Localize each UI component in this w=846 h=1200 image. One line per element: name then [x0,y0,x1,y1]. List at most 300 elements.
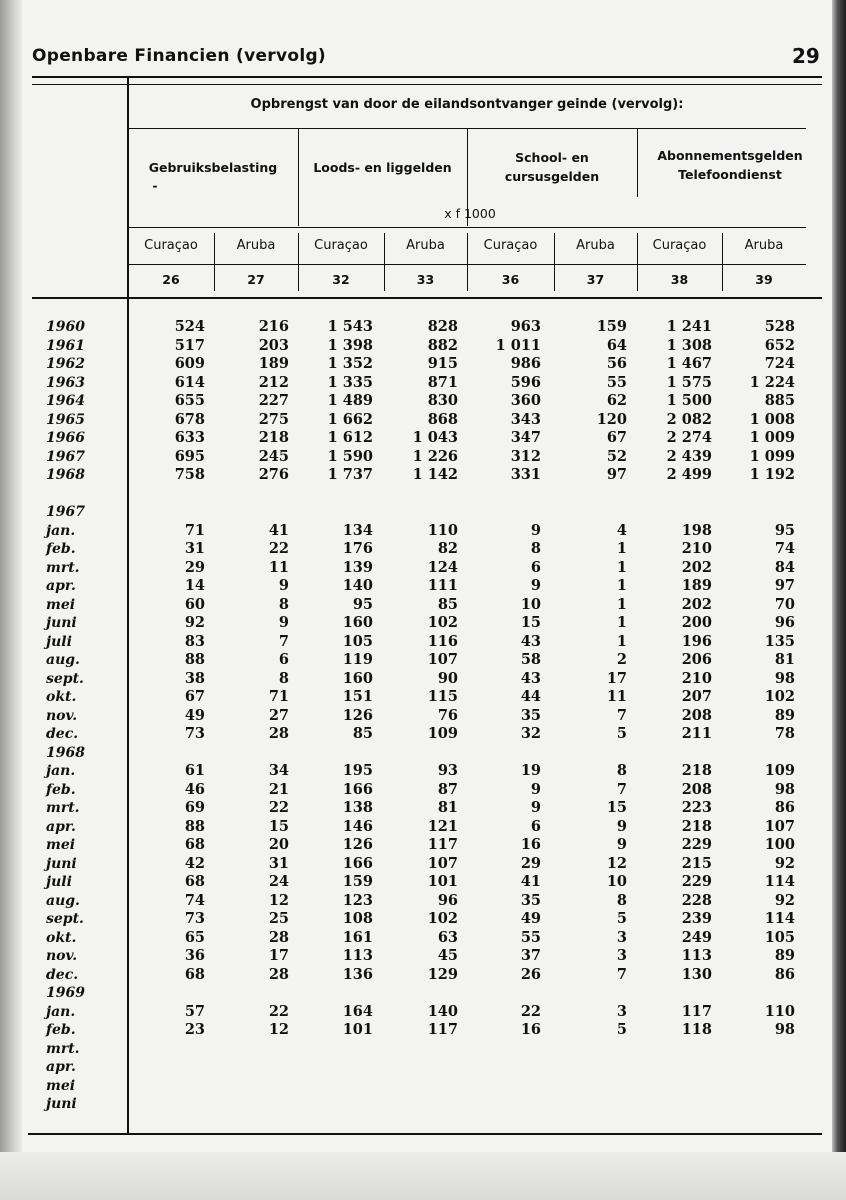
table-cell: 108 [342,910,373,927]
table-cell: 176 [342,540,373,557]
table-cell: 4 [616,522,627,539]
table-cell: 76 [437,707,458,724]
table-cell: 758 [174,466,205,483]
table-cell: 10 [520,596,541,613]
table-cell [471,1040,541,1058]
table-cell [388,1095,458,1113]
island-header: Aruba [576,238,615,253]
table-cell: 31 [184,540,205,557]
table-cell: 882 [427,337,458,354]
row-label: mei [46,837,76,853]
table-cell: 3 [616,1003,627,1020]
table-cell: 1 352 [327,355,373,372]
table-cell [557,744,627,762]
row-label: 1967 [46,449,85,465]
island-header: Aruba [406,238,445,253]
table-cell [471,503,541,521]
stub-divider [127,78,129,1134]
table-cell [725,503,795,521]
row-label: 1962 [46,356,85,372]
table-cell: 110 [427,522,458,539]
row-label: apr. [46,819,76,835]
row-label: sept. [46,671,84,687]
table-cell: 85 [437,596,458,613]
table-cell: 116 [427,633,458,650]
table-cell: 227 [258,392,289,409]
row-label: 1961 [46,338,85,354]
island-rule [128,227,806,228]
table-cell: 43 [520,633,541,650]
table-cell: 218 [258,429,289,446]
column-number: 32 [332,272,350,287]
table-cell: 15 [520,614,541,631]
table-cell: 2 439 [666,448,712,465]
table-cell: 228 [681,892,712,909]
table-cell: 89 [774,947,795,964]
table-cell: 161 [342,929,373,946]
table-cell: 1 467 [666,355,712,372]
table-cell: 70 [774,596,795,613]
table-cell [725,1040,795,1058]
table-cell [219,503,289,521]
table-cell [388,503,458,521]
table-cell: 107 [764,818,795,835]
row-label [46,485,126,503]
table-cell: 84 [774,559,795,576]
row-label: mrt. [46,1041,80,1057]
table-cell: 223 [681,799,712,816]
table-cell: 117 [681,1003,712,1020]
table-cell: 62 [606,392,627,409]
table-cell: 109 [427,725,458,742]
row-label: aug. [46,652,80,668]
table-cell: 97 [606,466,627,483]
table-cell: 609 [174,355,205,372]
table-cell [303,1058,373,1076]
row-label: okt. [46,689,77,705]
table-cell: 92 [774,892,795,909]
row-label: nov. [46,948,78,964]
group-divider-1 [298,129,299,226]
table-cell: 74 [774,540,795,557]
table-cell: 3 [616,929,627,946]
table-cell [135,744,205,762]
table-cell: 245 [258,448,289,465]
table-cell [557,1077,627,1095]
table-cell: 211 [681,725,712,742]
table-cell: 60 [184,596,205,613]
table-cell: 1 612 [327,429,373,446]
table-cell: 67 [184,688,205,705]
table-cell: 21 [268,781,289,798]
table-cell [303,503,373,521]
table-cell: 93 [437,762,458,779]
table-cell: 115 [427,688,458,705]
table-cell: 19 [520,762,541,779]
row-label: 1969 [46,985,85,1001]
unit-label: x f 1000 [444,206,496,221]
table-cell: 28 [268,725,289,742]
table-cell [725,485,795,503]
table-cell [642,1077,712,1095]
table-cell: 7 [616,707,627,724]
header-rule-thin [32,84,822,85]
table-cell: 71 [184,522,205,539]
table-cell: 119 [342,651,373,668]
column-number: 39 [755,272,773,287]
table-cell: 57 [184,1003,205,1020]
table-cell: 102 [764,688,795,705]
table-cell: 88 [184,651,205,668]
table-cell: 113 [342,947,373,964]
table-cell: 12 [606,855,627,872]
table-cell [725,984,795,1002]
table-cell: 35 [520,707,541,724]
row-label: juni [46,1096,77,1112]
table-cell: 41 [268,522,289,539]
table-cell: 111 [427,577,458,594]
table-cell: 56 [606,355,627,372]
table-cell: 1 043 [412,429,458,446]
table-cell: 1 489 [327,392,373,409]
row-label: jan. [46,1004,76,1020]
table-cell: 1 575 [666,374,712,391]
table-cell: 102 [427,910,458,927]
table-cell: 130 [681,966,712,983]
table-cell: 212 [258,374,289,391]
table-cell: 1 099 [749,448,795,465]
table-cell [725,1095,795,1113]
table-cell: 146 [342,818,373,835]
row-label: dec. [46,967,79,983]
table-cell: 17 [606,670,627,687]
section-title: Openbare Financien (vervolg) [32,46,326,66]
page-bottom-margin [0,1152,846,1200]
table-cell: 164 [342,1003,373,1020]
table-cell [135,1040,205,1058]
table-cell: 46 [184,781,205,798]
table-cell: 249 [681,929,712,946]
table-cell: 38 [184,670,205,687]
table-cell: 1 [616,596,627,613]
row-label: juli [46,874,72,890]
table-cell: 215 [681,855,712,872]
column-number: 37 [586,272,605,287]
table-cell: 135 [764,633,795,650]
island-header: Aruba [236,238,276,253]
table-cell: 31 [268,855,289,872]
table-cell: 101 [427,873,458,890]
table-cell [725,1058,795,1076]
table-cell [471,1095,541,1113]
table-cell: 98 [774,781,795,798]
table-cell: 517 [174,337,205,354]
table-cell: 52 [606,448,627,465]
table-cell: 9 [530,577,541,594]
table-cell [135,984,205,1002]
table-cell: 828 [427,318,458,335]
table-cell [219,984,289,1002]
table-cell: 65 [184,929,205,946]
table-cell [303,1040,373,1058]
table-cell: 6 [278,651,289,668]
table-cell: 9 [278,614,289,631]
table-cell [725,744,795,762]
table-cell: 8 [278,596,289,613]
table-cell [303,744,373,762]
page-number: 29 [792,44,820,68]
table-cell: 105 [342,633,373,650]
table-cell: 652 [764,337,795,354]
table-cell [219,1077,289,1095]
table-rule-bottom [28,1133,822,1135]
row-label: nov. [46,708,78,724]
row-label: okt. [46,930,77,946]
table-cell: 14 [184,577,205,594]
table-cell: 1 308 [666,337,712,354]
row-label: feb. [46,782,76,798]
table-cell: 117 [427,1021,458,1038]
table-cell: 312 [510,448,541,465]
header-rule-bottom [32,297,822,299]
table-cell [219,1040,289,1058]
table-cell: 45 [437,947,458,964]
table-cell: 22 [268,1003,289,1020]
table-cell [135,1058,205,1076]
table-cell: 43 [520,670,541,687]
table-cell: 15 [268,818,289,835]
table-cell: 138 [342,799,373,816]
table-cell: 1 [616,540,627,557]
table-cell: 218 [681,818,712,835]
group-loods: Loods- en liggelden [313,160,452,175]
table-cell: 3 [616,947,627,964]
table-cell: 1 590 [327,448,373,465]
table-cell: 9 [278,577,289,594]
table-cell [388,485,458,503]
table-cell [388,744,458,762]
table-cell: 86 [774,966,795,983]
table-cell: 25 [268,910,289,927]
table-cell [642,984,712,1002]
row-label: mei [46,597,76,613]
table-cell: 166 [342,781,373,798]
table-cell: 86 [774,799,795,816]
table-cell: 96 [774,614,795,631]
table-cell: 159 [596,318,627,335]
table-cell [557,503,627,521]
table-cell: 2 082 [666,411,712,428]
column-number: 27 [247,272,265,287]
table-cell: 2 274 [666,429,712,446]
row-label: 1965 [46,412,85,428]
table-cell [557,485,627,503]
table-cell [471,1058,541,1076]
table-cell [557,1095,627,1113]
table-cell: 275 [258,411,289,428]
table-cell: 276 [258,466,289,483]
table-cell [303,1077,373,1095]
table-cell: 189 [681,577,712,594]
table-cell: 596 [510,374,541,391]
table-cell: 90 [437,670,458,687]
table-caption: Opbrengst van door de eilandsontvanger geinde (vervolg): [250,97,684,112]
row-label: feb. [46,1022,76,1038]
table-cell: 92 [774,855,795,872]
table-cell: 1 [616,614,627,631]
table-cell: 216 [258,318,289,335]
table-cell: 159 [342,873,373,890]
table-cell: 1 [616,559,627,576]
table-cell: 95 [352,596,373,613]
table-cell: 331 [510,466,541,483]
table-cell: 121 [427,818,458,835]
table-cell: 136 [342,966,373,983]
table-cell: 11 [268,559,289,576]
island-header: Curaçao [652,238,707,253]
table-cell: 229 [681,836,712,853]
island-header: Curaçao [483,238,538,253]
table-cell: 1 192 [749,466,795,483]
table-cell: 151 [342,688,373,705]
table-cell: 22 [268,540,289,557]
table-cell: 12 [268,892,289,909]
table-cell: 1 398 [327,337,373,354]
row-label: apr. [46,1059,76,1075]
row-label: 1963 [46,375,85,391]
table-cell: 140 [427,1003,458,1020]
group-gebruiksbelasting: Gebruiksbelasting [148,160,278,175]
table-cell: 61 [184,762,205,779]
table-cell [303,984,373,1002]
table-cell: 9 [530,781,541,798]
table-cell: 614 [174,374,205,391]
table-cell: 126 [342,707,373,724]
table-cell [471,984,541,1002]
table-cell: 34 [268,762,289,779]
table-cell: 7 [616,966,627,983]
table-cell [557,1040,627,1058]
table-cell: 16 [520,1021,541,1038]
table-cell [642,1040,712,1058]
table-cell: 63 [437,929,458,946]
row-label: 1964 [46,393,85,409]
row-label: 1966 [46,430,85,446]
table-cell: 724 [764,355,795,372]
table-cell: 29 [520,855,541,872]
table-cell: 134 [342,522,373,539]
table-cell: 37 [520,947,541,964]
table-cell: 114 [764,873,795,890]
table-cell: 524 [174,318,205,335]
table-cell: 1 [616,633,627,650]
table-cell: 100 [764,836,795,853]
table-cell: 69 [184,799,205,816]
table-cell: 78 [774,725,795,742]
row-label: 1960 [46,319,85,335]
table-cell [135,1095,205,1113]
table-cell: 8 [616,762,627,779]
table-cell: 22 [520,1003,541,1020]
table-cell: 633 [174,429,205,446]
row-label: jan. [46,763,76,779]
row-label: jan. [46,523,76,539]
row-label: sept. [46,911,84,927]
table-cell: 24 [268,873,289,890]
table-cell [303,1095,373,1113]
table-cell: 81 [437,799,458,816]
table-cell: 55 [606,374,627,391]
table-cell [135,485,205,503]
table-cell: 1 543 [327,318,373,335]
table-cell: 198 [681,522,712,539]
row-label: dec. [46,726,79,742]
table-cell: 44 [520,688,541,705]
table-cell: 695 [174,448,205,465]
table-cell: 200 [681,614,712,631]
table-cell: 1 011 [495,337,541,354]
table-cell: 986 [510,355,541,372]
table-cell: 11 [606,688,627,705]
table-cell: 12 [268,1021,289,1038]
table-cell: 1 500 [666,392,712,409]
table-cell: 87 [437,781,458,798]
table-cell: 528 [764,318,795,335]
island-header: Aruba [744,238,784,253]
table-cell: 1 142 [412,466,458,483]
table-cell: 49 [520,910,541,927]
table-cell: 68 [184,836,205,853]
table-cell: 2 [616,651,627,668]
table-cell [135,503,205,521]
table-cell: 20 [268,836,289,853]
table-cell [388,1058,458,1076]
table-cell: 9 [530,522,541,539]
table-cell: 95 [774,522,795,539]
table-cell: 871 [427,374,458,391]
table-cell: 6 [530,559,541,576]
row-label: mei [46,1078,76,1094]
table-cell [471,485,541,503]
table-cell: 6 [530,818,541,835]
table-cell: 139 [342,559,373,576]
table-cell [471,1077,541,1095]
table-cell: 2 499 [666,466,712,483]
header-rule-top [32,76,822,78]
table-cell: 868 [427,411,458,428]
table-cell: 67 [606,429,627,446]
table-cell: 160 [342,614,373,631]
group-abonnement-line1: Abonnementsgelden [657,148,803,163]
table-cell: 239 [681,910,712,927]
table-cell: 26 [520,966,541,983]
group-gebruiksbelasting-mark: - [152,178,158,193]
table-cell: 28 [268,966,289,983]
row-label: 1967 [46,504,85,520]
table-cell: 92 [184,614,205,631]
table-cell: 1 224 [749,374,795,391]
table-cell: 16 [520,836,541,853]
column-number: 33 [416,272,435,287]
table-cell: 1 737 [327,466,373,483]
table-cell: 9 [530,799,541,816]
table-cell: 23 [184,1021,205,1038]
table-cell: 88 [184,818,205,835]
table-cell: 208 [681,781,712,798]
table-cell [219,1058,289,1076]
table-cell: 118 [681,1021,712,1038]
column-number: 36 [501,272,520,287]
